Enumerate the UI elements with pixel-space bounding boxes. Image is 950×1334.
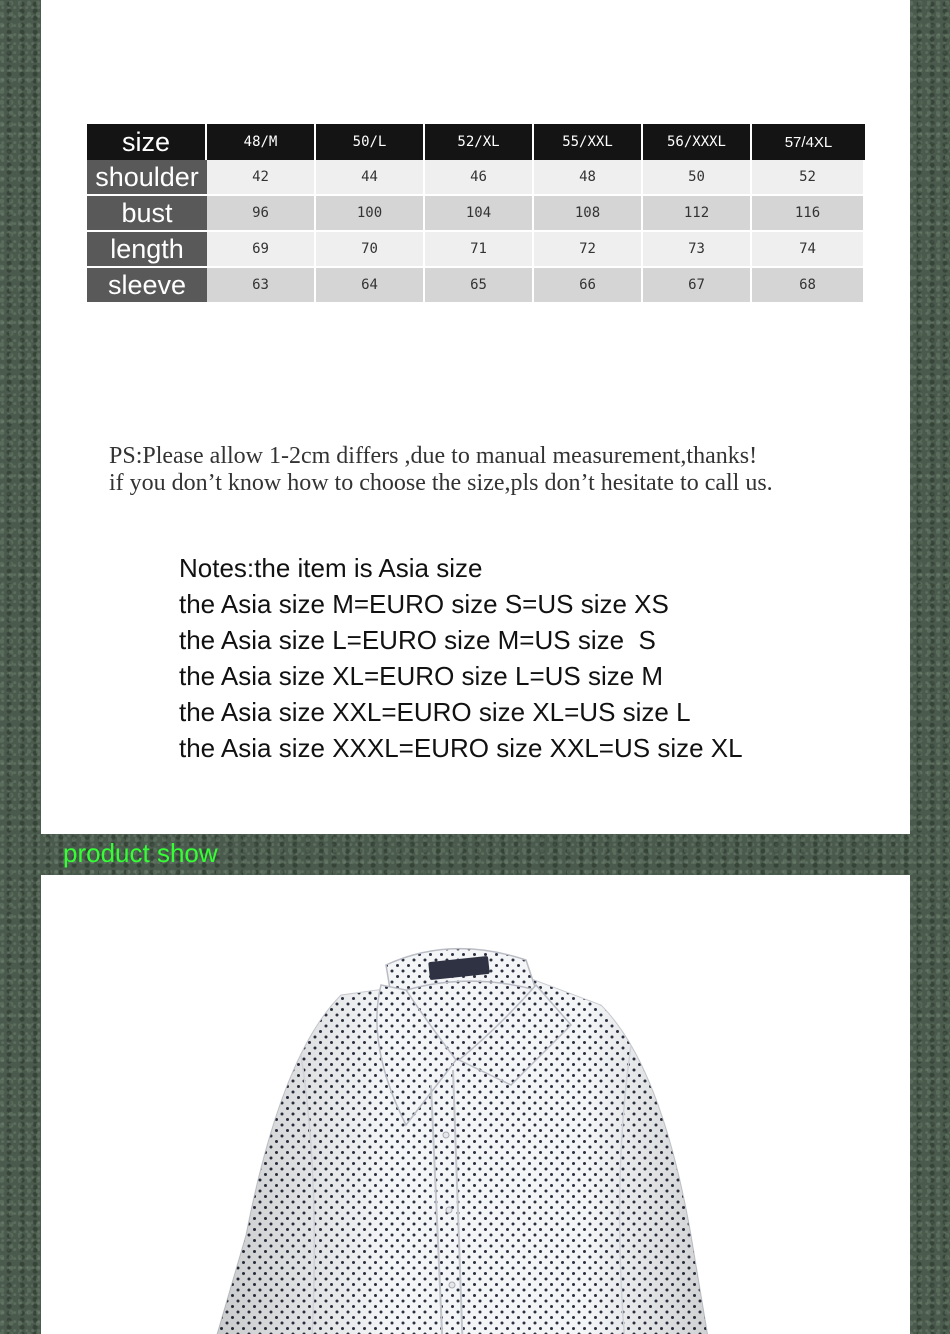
table-cell: 108 [534,196,643,232]
table-row [87,268,865,304]
table-cell: 69 [207,232,316,268]
header-cell: 52/XL [425,124,534,160]
table-row [87,160,865,196]
table-cell: 42 [207,160,316,196]
header-cell: 55/XXL [534,124,643,160]
table-cell: 74 [752,232,865,268]
table-cell: 44 [316,160,425,196]
note-line: the Asia size L=EURO size M=US size S [179,625,656,655]
table-cell: 112 [643,196,752,232]
header-cell: 48/M [207,124,316,160]
measurement-note-line: PS:Please allow 1-2cm differs ,due to manual measurement,thanks! [109,443,758,469]
measurement-note [109,443,773,497]
table-cell: 52 [752,160,865,196]
note-line: Notes:the item is Asia size [179,553,483,583]
row-label: bust [87,196,207,232]
table-row [87,232,865,268]
table-cell: 64 [316,268,425,304]
table-cell: 72 [534,232,643,268]
measurement-note-line: if you don’t know how to choose the size,pls don’t hesitate to call us. [109,470,773,496]
table-cell: 70 [316,232,425,268]
note-line: the Asia size XXXL=EURO size XXL=US size XL [179,733,743,763]
table-cell: 71 [425,232,534,268]
section-title-product-show: product show [63,838,218,868]
row-label: sleeve [87,268,207,304]
table-cell: 50 [643,160,752,196]
size-chart-table [87,124,865,304]
table-cell: 63 [207,268,316,304]
table-cell: 48 [534,160,643,196]
row-label: length [87,232,207,268]
table-cell: 67 [643,268,752,304]
table-cell: 73 [643,232,752,268]
shirt-product-image [191,935,751,1334]
table-cell: 66 [534,268,643,304]
header-cell: 57/4XL [752,124,865,160]
header-cell: 56/XXXL [643,124,752,160]
table-cell: 68 [752,268,865,304]
table-cell: 116 [752,196,865,232]
table-cell: 96 [207,196,316,232]
header-cell: 50/L [316,124,425,160]
size-conversion-notes [179,550,743,766]
row-label: shoulder [87,160,207,196]
note-line: the Asia size XXL=EURO size XL=US size L [179,697,691,727]
table-cell: 65 [425,268,534,304]
header-cell: size [87,124,207,160]
size-chart-header-row [87,124,865,160]
note-line: the Asia size XL=EURO size L=US size M [179,661,664,691]
table-cell: 100 [316,196,425,232]
product-show-panel [41,875,910,1334]
table-row [87,196,865,232]
note-line: the Asia size M=EURO size S=US size XS [179,589,669,619]
table-cell: 46 [425,160,534,196]
table-cell: 104 [425,196,534,232]
